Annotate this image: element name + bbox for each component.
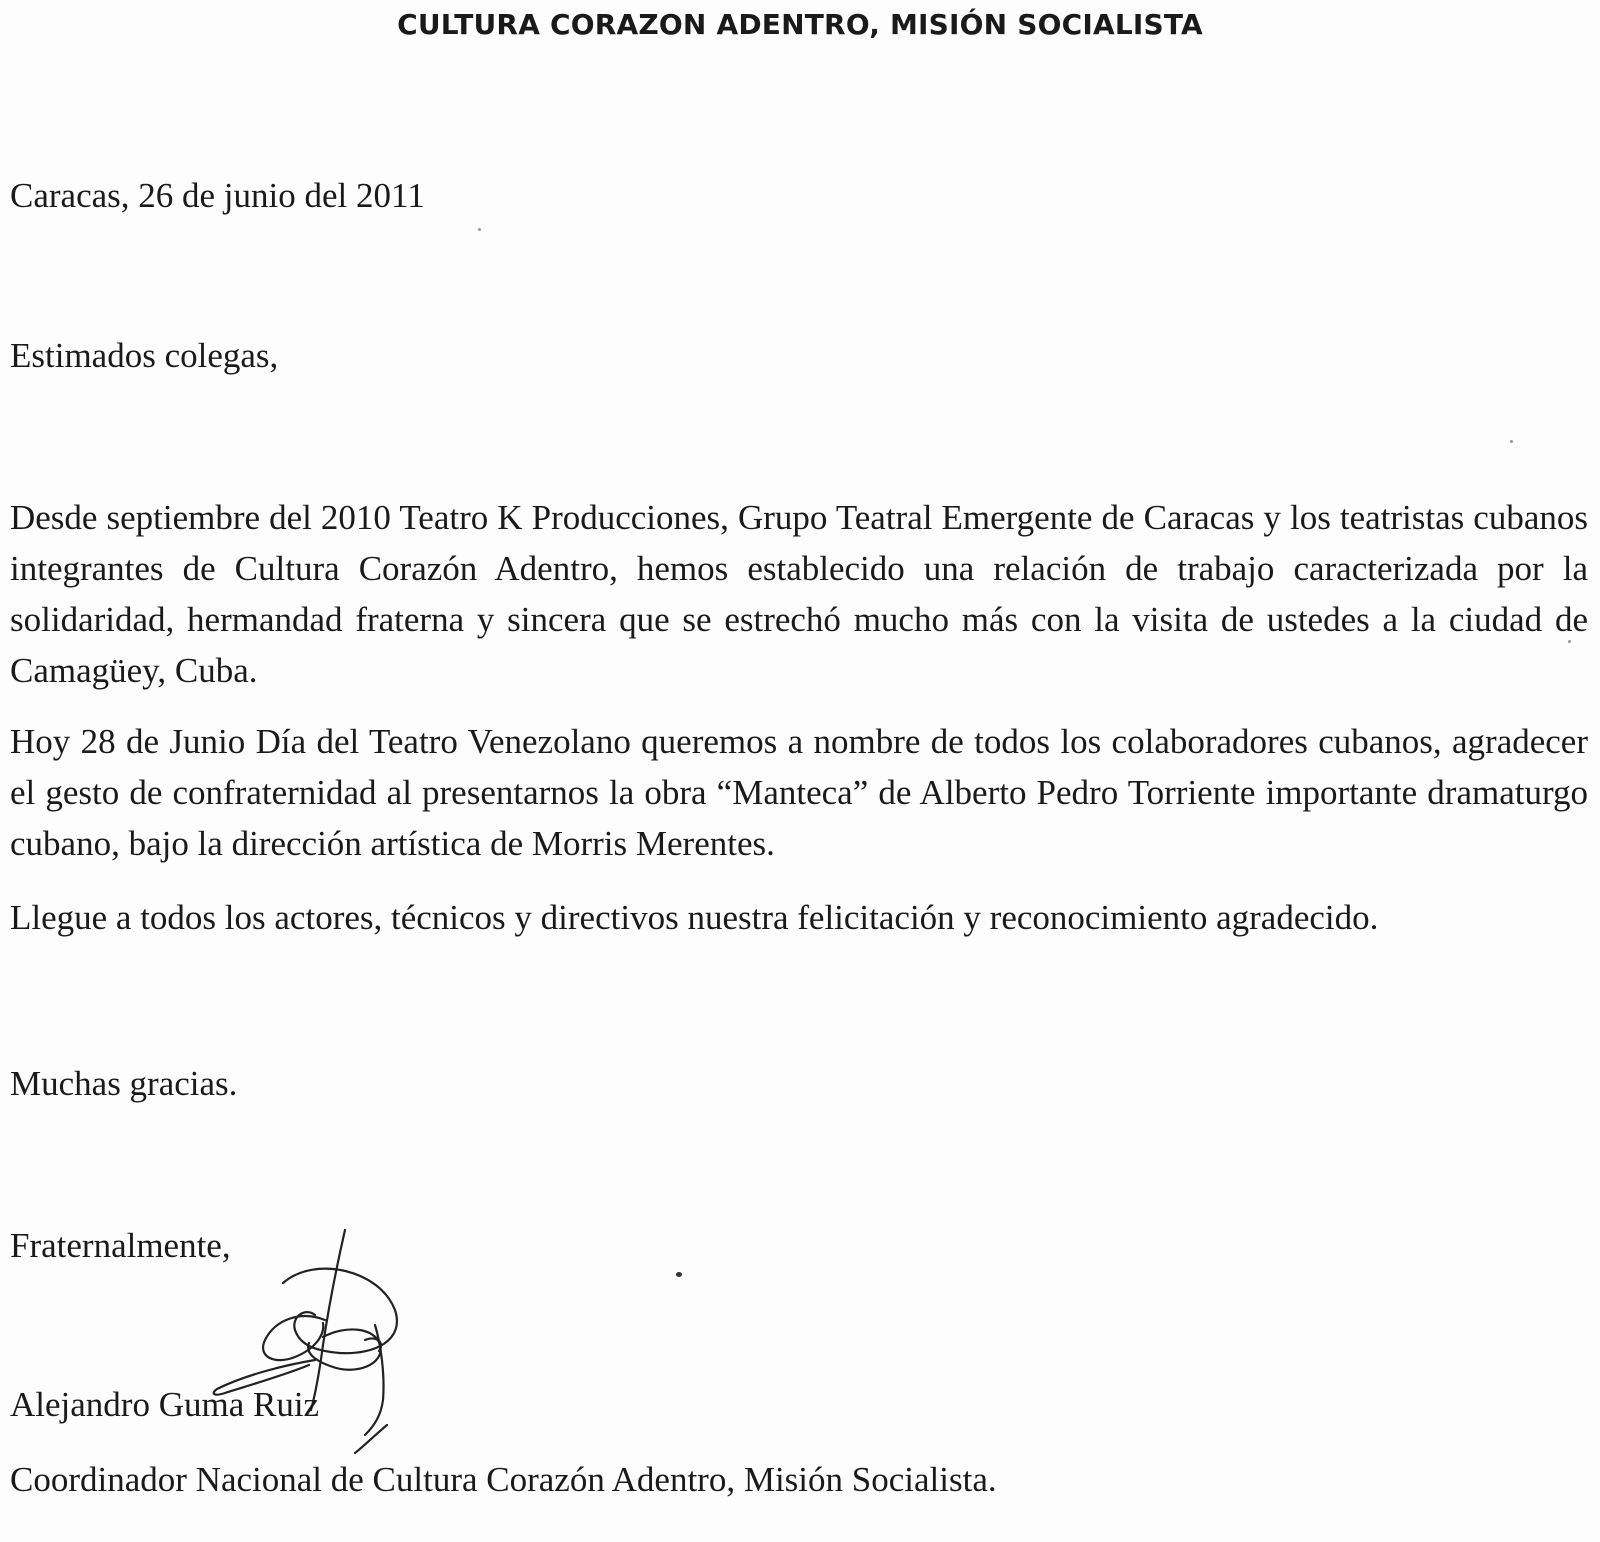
- ink-speck: [478, 228, 481, 231]
- paragraph-2: Hoy 28 de Junio Día del Teatro Venezolano queremos a nombre de todos los colaboradores cubanos, agradecer el gesto de confraternidad al presentarnos la obra “Manteca” de Alberto Pedro Torriente importante dramaturgo cubano, bajo la dirección artística de Morris Merentes.: [10, 722, 1588, 863]
- ink-speck: [1510, 440, 1513, 443]
- ink-speck: [1568, 640, 1571, 643]
- closing-line: Fraternalmente,: [10, 1226, 231, 1265]
- letter-heading: CULTURA CORAZON ADENTRO, MISIÓN SOCIALISTA: [397, 8, 1203, 41]
- thanks-line: Muchas gracias.: [10, 1064, 238, 1103]
- paragraph-3: Llegue a todos los actores, técnicos y directivos nuestra felicitación y reconocimiento agradecido.: [10, 898, 1379, 937]
- paragraph-1: Desde septiembre del 2010 Teatro K Producciones, Grupo Teatral Emergente de Caracas y los teatristas cubanos integrantes de Cultura Corazón Adentro, hemos establecido una relación de trabajo caracterizada por la solidaridad, hermandad fraterna y sincera que se estrechó mucho más con la visita de ustedes a la ciudad de Camagüey, Cuba.: [10, 498, 1588, 690]
- signer-name: Alejandro Guma Ruiz: [10, 1385, 320, 1424]
- date-line: Caracas, 26 de junio del 2011: [10, 176, 425, 215]
- signer-title: Coordinador Nacional de Cultura Corazón Adentro, Misión Socialista.: [10, 1460, 997, 1499]
- ink-speck: [676, 1272, 682, 1277]
- salutation: Estimados colegas,: [10, 336, 279, 375]
